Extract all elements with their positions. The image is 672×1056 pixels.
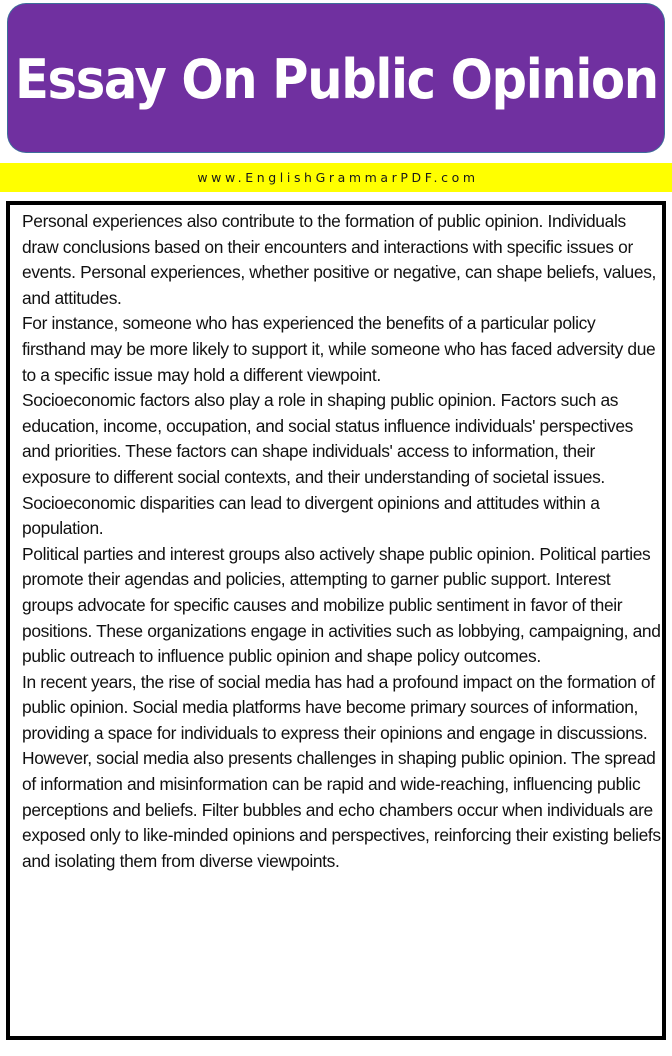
essay-paragraph-socioeconomic: Socioeconomic factors also play a role in shaping public opinion. Factors such as education, income, occupation, and social status influence individuals' perspectives and priorities. These factors can shape individuals' access to information, their exposure to different social contexts, and their understanding of societal issues. Socioeconomic disparities can lead to divergent opinions and attitudes within a population. <box>22 390 633 539</box>
title-banner <box>8 4 664 152</box>
essay-box <box>6 201 666 1040</box>
website-url-strip <box>0 163 672 192</box>
essay-paragraph-personal-experiences: Personal experiences also contribute to the formation of public opinion. Individuals draw conclusions based on their encounters and interactions with specific issues or events. Personal experiences, whether positive or negative, can shape beliefs, values, and attitudes. <box>22 211 657 308</box>
essay-paragraph-challenges: However, social media also presents challenges in shaping public opinion. The spread of information and misinformation can be rapid and wide-reaching, influencing public perceptions and beliefs. Filter bubbles and echo chambers occur when individuals are exposed only to like-minded opinions and perspectives, reinforcing their existing beliefs and isolating them from diverse viewpoints. <box>22 748 661 871</box>
essay-paragraph-example: For instance, someone who has experienced the benefits of a particular policy firsthand may be more likely to support it, while someone who has faced adversity due to a specific issue may hold a different viewpoint. <box>22 313 656 385</box>
essay-paragraph-political-parties: Political parties and interest groups also actively shape public opinion. Political parties promote their agendas and policies, attempting to garner public support. Interest groups advocate for specific causes and mobilize public sentiment in favor of their positions. These organizations engage in activities such as lobbying, campaigning, and public outreach to influence public opinion and shape policy outcomes. <box>22 543 661 667</box>
website-url: www.EnglishGrammarPDF.com <box>197 170 479 185</box>
page-title: Essay On Public Opinion <box>14 47 658 111</box>
essay-paragraph-social-media: In recent years, the rise of social media has had a profound impact on the formation of public opinion. Social media platforms have become primary sources of information, providing a space for individuals to express their opinions and engage in discussions. <box>22 671 655 743</box>
essay-body <box>22 209 662 874</box>
